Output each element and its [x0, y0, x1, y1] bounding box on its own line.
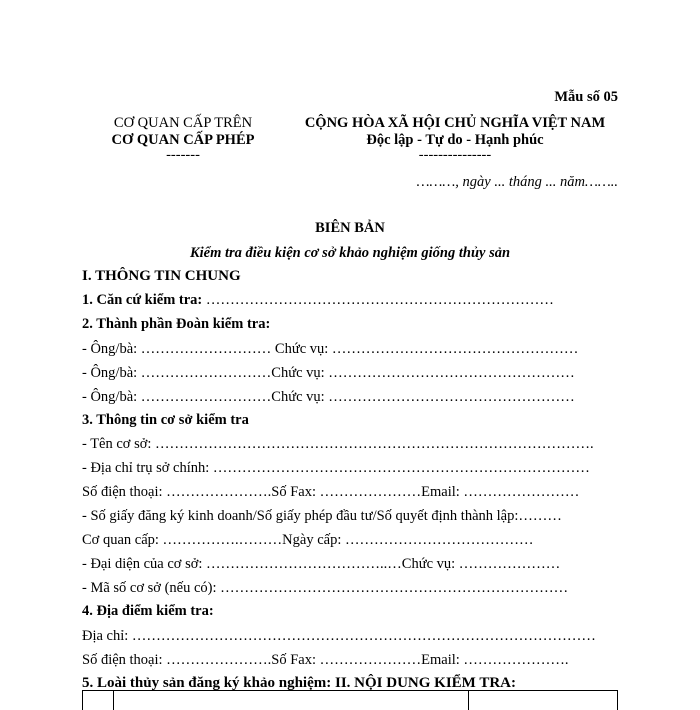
basis-line	[82, 292, 554, 309]
table-column-divider	[468, 691, 469, 710]
facility-code-line: - Mã số cơ sở (nếu có): ………………………………………………………………	[82, 580, 569, 596]
nation-name: CỘNG HÒA XÃ HỘI CHỦ NGHĨA VIỆT NAM	[304, 115, 606, 131]
location-contact-line: Số điện thoại: ………………….Số Fax: …………………Email: ………………….	[82, 652, 569, 668]
agency-rule: -------	[166, 147, 200, 163]
member-line: - Ông/bà: ………………………Chức vụ: ……………………………………………	[82, 365, 575, 381]
team-heading: 2. Thành phần Đoàn kiểm tra:	[82, 316, 271, 332]
location-heading: 4. Địa điểm kiểm tra:	[82, 603, 214, 619]
member-line: - Ông/bà: ………………………Chức vụ: ……………………………………………	[82, 389, 575, 405]
facility-contact-line: Số điện thoại: ………………….Số Fax: …………………Email: ……………………	[82, 484, 580, 500]
doc-title: BIÊN BẢN	[315, 220, 385, 236]
nation-block	[290, 115, 620, 161]
inspection-table	[82, 690, 618, 710]
table-column-divider	[113, 691, 114, 710]
facility-issuer-line: Cơ quan cấp: …………….………Ngày cấp: …………………………………	[82, 532, 534, 548]
facility-heading: 3. Thông tin cơ sở kiểm tra	[82, 412, 249, 428]
section-general-info: I. THÔNG TIN CHUNG	[82, 268, 241, 284]
facility-address-line: - Địa chỉ trụ sở chính: ……………………………………………………………………	[82, 460, 590, 476]
nation-motto: Độc lập - Tự do - Hạnh phúc	[366, 132, 544, 148]
location-address-line: Địa chỉ: ……………………………………………………………………………………	[82, 628, 596, 644]
basis-dots: ………………………………………………………………	[202, 292, 554, 308]
facility-license-line: - Số giấy đăng ký kinh doanh/Số giấy phép đầu tư/Số quyết định thành lập:………	[82, 508, 562, 524]
agency-block	[100, 115, 266, 161]
facility-representative-line: - Đại diện của cơ sở: ………………………………..…Chức vụ: …………………	[82, 556, 561, 572]
species-and-content-heading: 5. Loài thủy sản đăng ký khảo nghiệm: II. NỘI DUNG KIỂM TRA:	[82, 675, 516, 691]
facility-name-line: - Tên cơ sở: ……………………………………………………………………………….	[82, 436, 594, 452]
agency-parent: CƠ QUAN CẤP TRÊN	[113, 115, 253, 131]
agency-issuing: CƠ QUAN CẤP PHÉP	[111, 132, 255, 148]
basis-label: 1. Căn cứ kiểm tra:	[82, 292, 203, 308]
doc-subtitle: Kiểm tra điều kiện cơ sở khảo nghiệm giống thủy sản	[189, 245, 511, 261]
nation-rule: ---------------	[418, 147, 492, 163]
date-line: ………, ngày ... tháng ... năm……..	[416, 174, 618, 190]
form-number: Mẫu số 05	[554, 89, 618, 105]
member-line: - Ông/bà: ……………………… Chức vụ: ……………………………………………	[82, 341, 579, 357]
